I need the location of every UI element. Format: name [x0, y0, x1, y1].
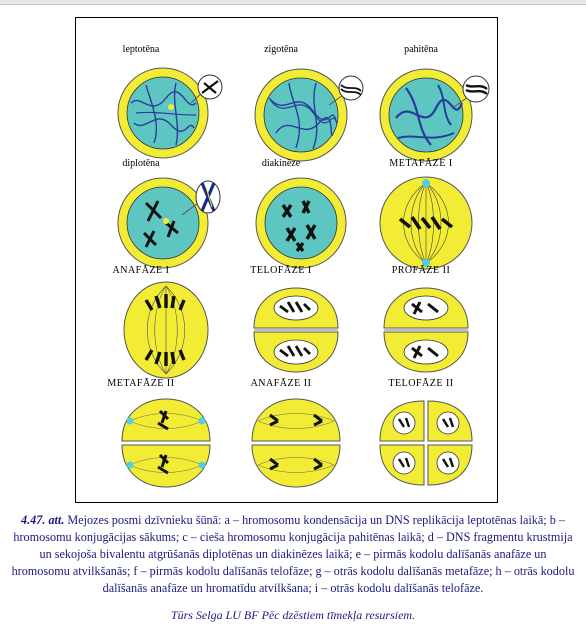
label-telophase-1: TELOFĀZE I — [250, 265, 312, 276]
cell-telophase-1 — [246, 280, 346, 380]
cell-metaphase-1 — [376, 173, 476, 273]
label-prophase-2: PROFĀZE II — [391, 265, 451, 276]
label-metaphase-1: METAFĀZE I — [389, 158, 453, 169]
cell-metaphase-2 — [116, 393, 216, 493]
figure-source: Tūrs Selga LU BF Pēc dzēstiem tīmekļa resursiem. — [170, 608, 416, 622]
label-leptotene: leptotēna — [122, 44, 160, 55]
label-zygotene: zigotēna — [264, 44, 298, 55]
label-anaphase-2: ANAFĀZE II — [250, 378, 312, 389]
label-diakinesis: diakinēze — [261, 158, 301, 169]
cell-diakinesis — [251, 173, 351, 273]
label-anaphase-1: ANAFĀZE I — [112, 265, 170, 276]
cell-telophase-2 — [376, 393, 476, 493]
cell-anaphase-1 — [116, 280, 216, 380]
label-pachytene: pahitēna — [404, 44, 438, 55]
cell-leptotene — [116, 63, 226, 163]
cell-prophase-2 — [376, 280, 476, 380]
cell-anaphase-2 — [246, 393, 346, 493]
cell-zygotene — [251, 63, 366, 163]
caption-number: 4.47. att. — [21, 513, 65, 527]
window-top-edge — [0, 0, 586, 5]
label-metaphase-2: METAFĀZE II — [107, 378, 175, 389]
label-diplotene: diplotēna — [122, 158, 160, 169]
cell-pachytene — [376, 63, 491, 163]
caption-text: Mejozes posmi dzīvnieku šūnā: a – hromosomu kondensācija un DNS replikācija leptotēnas laikā; b – hromosomu konjugācijas sākums; c – cieša hromosomu konjugācija pahitēnas laikā; d – DNS fragmentu krustmija un sekojoša bivalentu atgrūšanās diplotēnas un diakinēzes laikā; e – pirmās kodolu dalīšanās anafāze un hromosomu atvilkšanās; f – pirmās kodolu dalīšanās telofāze; g – otrās kodolu dalīšanās metafāze; h – otrās kodolu dalīšanās anafāze un hromatīdu atvilkšana; i – otrās kodolu dalīšanās telofāze. — [11, 513, 575, 595]
label-telophase-2: TELOFĀZE II — [388, 378, 454, 389]
figure-frame — [75, 17, 498, 503]
cell-diplotene — [116, 173, 226, 273]
figure-caption — [10, 512, 576, 597]
